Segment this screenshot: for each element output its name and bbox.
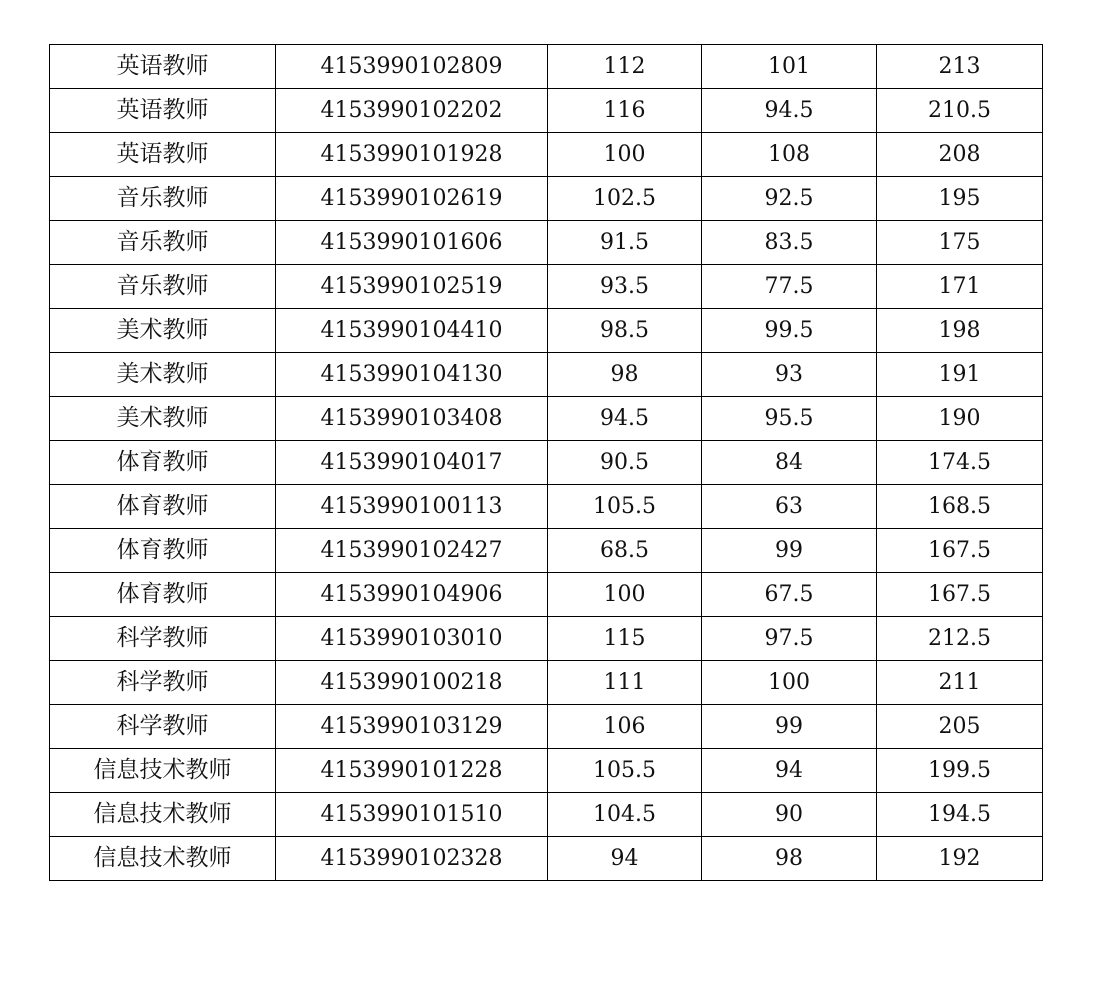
post-cell: 科学教师 (50, 705, 276, 749)
score-1-cell: 106 (548, 705, 702, 749)
score-1-cell: 93.5 (548, 265, 702, 309)
table-row (50, 661, 1043, 705)
score-1-cell: 100 (548, 573, 702, 617)
total-cell: 167.5 (877, 529, 1043, 573)
score-1-cell: 111 (548, 661, 702, 705)
post-cell: 英语教师 (50, 45, 276, 89)
score-1-cell: 116 (548, 89, 702, 133)
table-row (50, 89, 1043, 133)
post-cell: 体育教师 (50, 573, 276, 617)
post-cell: 信息技术教师 (50, 837, 276, 881)
post-cell: 科学教师 (50, 617, 276, 661)
score-1-cell: 100 (548, 133, 702, 177)
exam-id-cell: 4153990103010 (276, 617, 548, 661)
exam-id-cell: 4153990101228 (276, 749, 548, 793)
total-cell: 175 (877, 221, 1043, 265)
total-cell: 210.5 (877, 89, 1043, 133)
score-1-cell: 98 (548, 353, 702, 397)
post-cell: 美术教师 (50, 309, 276, 353)
total-cell: 191 (877, 353, 1043, 397)
total-cell: 190 (877, 397, 1043, 441)
table-row (50, 573, 1043, 617)
total-cell: 205 (877, 705, 1043, 749)
score-1-cell: 68.5 (548, 529, 702, 573)
score-1-cell: 112 (548, 45, 702, 89)
exam-id-cell: 4153990102519 (276, 265, 548, 309)
total-cell: 192 (877, 837, 1043, 881)
table-row (50, 837, 1043, 881)
score-1-cell: 91.5 (548, 221, 702, 265)
post-cell: 音乐教师 (50, 221, 276, 265)
total-cell: 174.5 (877, 441, 1043, 485)
score-table-body (50, 45, 1043, 881)
total-cell: 168.5 (877, 485, 1043, 529)
exam-id-cell: 4153990100113 (276, 485, 548, 529)
post-cell: 体育教师 (50, 529, 276, 573)
score-2-cell: 93 (702, 353, 877, 397)
table-row (50, 793, 1043, 837)
table-row (50, 221, 1043, 265)
table-row (50, 133, 1043, 177)
post-cell: 体育教师 (50, 441, 276, 485)
total-cell: 167.5 (877, 573, 1043, 617)
score-2-cell: 90 (702, 793, 877, 837)
score-1-cell: 102.5 (548, 177, 702, 221)
exam-id-cell: 4153990102328 (276, 837, 548, 881)
exam-id-cell: 4153990102202 (276, 89, 548, 133)
score-1-cell: 105.5 (548, 485, 702, 529)
post-cell: 美术教师 (50, 397, 276, 441)
total-cell: 212.5 (877, 617, 1043, 661)
score-2-cell: 83.5 (702, 221, 877, 265)
table-row (50, 45, 1043, 89)
post-cell: 英语教师 (50, 133, 276, 177)
score-2-cell: 77.5 (702, 265, 877, 309)
exam-id-cell: 4153990102427 (276, 529, 548, 573)
total-cell: 211 (877, 661, 1043, 705)
score-1-cell: 94 (548, 837, 702, 881)
table-row (50, 309, 1043, 353)
exam-id-cell: 4153990104906 (276, 573, 548, 617)
score-2-cell: 97.5 (702, 617, 877, 661)
score-2-cell: 63 (702, 485, 877, 529)
post-cell: 音乐教师 (50, 177, 276, 221)
post-cell: 信息技术教师 (50, 793, 276, 837)
total-cell: 208 (877, 133, 1043, 177)
total-cell: 194.5 (877, 793, 1043, 837)
exam-id-cell: 4153990104017 (276, 441, 548, 485)
table-row (50, 617, 1043, 661)
post-cell: 英语教师 (50, 89, 276, 133)
score-2-cell: 94.5 (702, 89, 877, 133)
table-row (50, 397, 1043, 441)
score-2-cell: 99 (702, 705, 877, 749)
score-table (49, 44, 1043, 881)
table-row (50, 441, 1043, 485)
exam-id-cell: 4153990103408 (276, 397, 548, 441)
post-cell: 音乐教师 (50, 265, 276, 309)
exam-id-cell: 4153990101510 (276, 793, 548, 837)
table-row (50, 529, 1043, 573)
score-2-cell: 99.5 (702, 309, 877, 353)
score-2-cell: 95.5 (702, 397, 877, 441)
post-cell: 科学教师 (50, 661, 276, 705)
post-cell: 信息技术教师 (50, 749, 276, 793)
exam-id-cell: 4153990101606 (276, 221, 548, 265)
exam-id-cell: 4153990104410 (276, 309, 548, 353)
exam-id-cell: 4153990101928 (276, 133, 548, 177)
score-2-cell: 67.5 (702, 573, 877, 617)
exam-id-cell: 4153990103129 (276, 705, 548, 749)
score-2-cell: 108 (702, 133, 877, 177)
total-cell: 213 (877, 45, 1043, 89)
table-row (50, 485, 1043, 529)
score-1-cell: 90.5 (548, 441, 702, 485)
exam-id-cell: 4153990104130 (276, 353, 548, 397)
score-2-cell: 92.5 (702, 177, 877, 221)
post-cell: 美术教师 (50, 353, 276, 397)
table-row (50, 705, 1043, 749)
table-row (50, 265, 1043, 309)
score-1-cell: 94.5 (548, 397, 702, 441)
score-1-cell: 115 (548, 617, 702, 661)
score-2-cell: 84 (702, 441, 877, 485)
total-cell: 195 (877, 177, 1043, 221)
total-cell: 198 (877, 309, 1043, 353)
score-1-cell: 105.5 (548, 749, 702, 793)
score-1-cell: 98.5 (548, 309, 702, 353)
table-row (50, 353, 1043, 397)
exam-id-cell: 4153990102809 (276, 45, 548, 89)
score-2-cell: 98 (702, 837, 877, 881)
score-2-cell: 101 (702, 45, 877, 89)
score-1-cell: 104.5 (548, 793, 702, 837)
post-cell: 体育教师 (50, 485, 276, 529)
table-row (50, 749, 1043, 793)
score-2-cell: 100 (702, 661, 877, 705)
score-2-cell: 94 (702, 749, 877, 793)
total-cell: 171 (877, 265, 1043, 309)
exam-id-cell: 4153990102619 (276, 177, 548, 221)
score-2-cell: 99 (702, 529, 877, 573)
table-row (50, 177, 1043, 221)
exam-id-cell: 4153990100218 (276, 661, 548, 705)
total-cell: 199.5 (877, 749, 1043, 793)
